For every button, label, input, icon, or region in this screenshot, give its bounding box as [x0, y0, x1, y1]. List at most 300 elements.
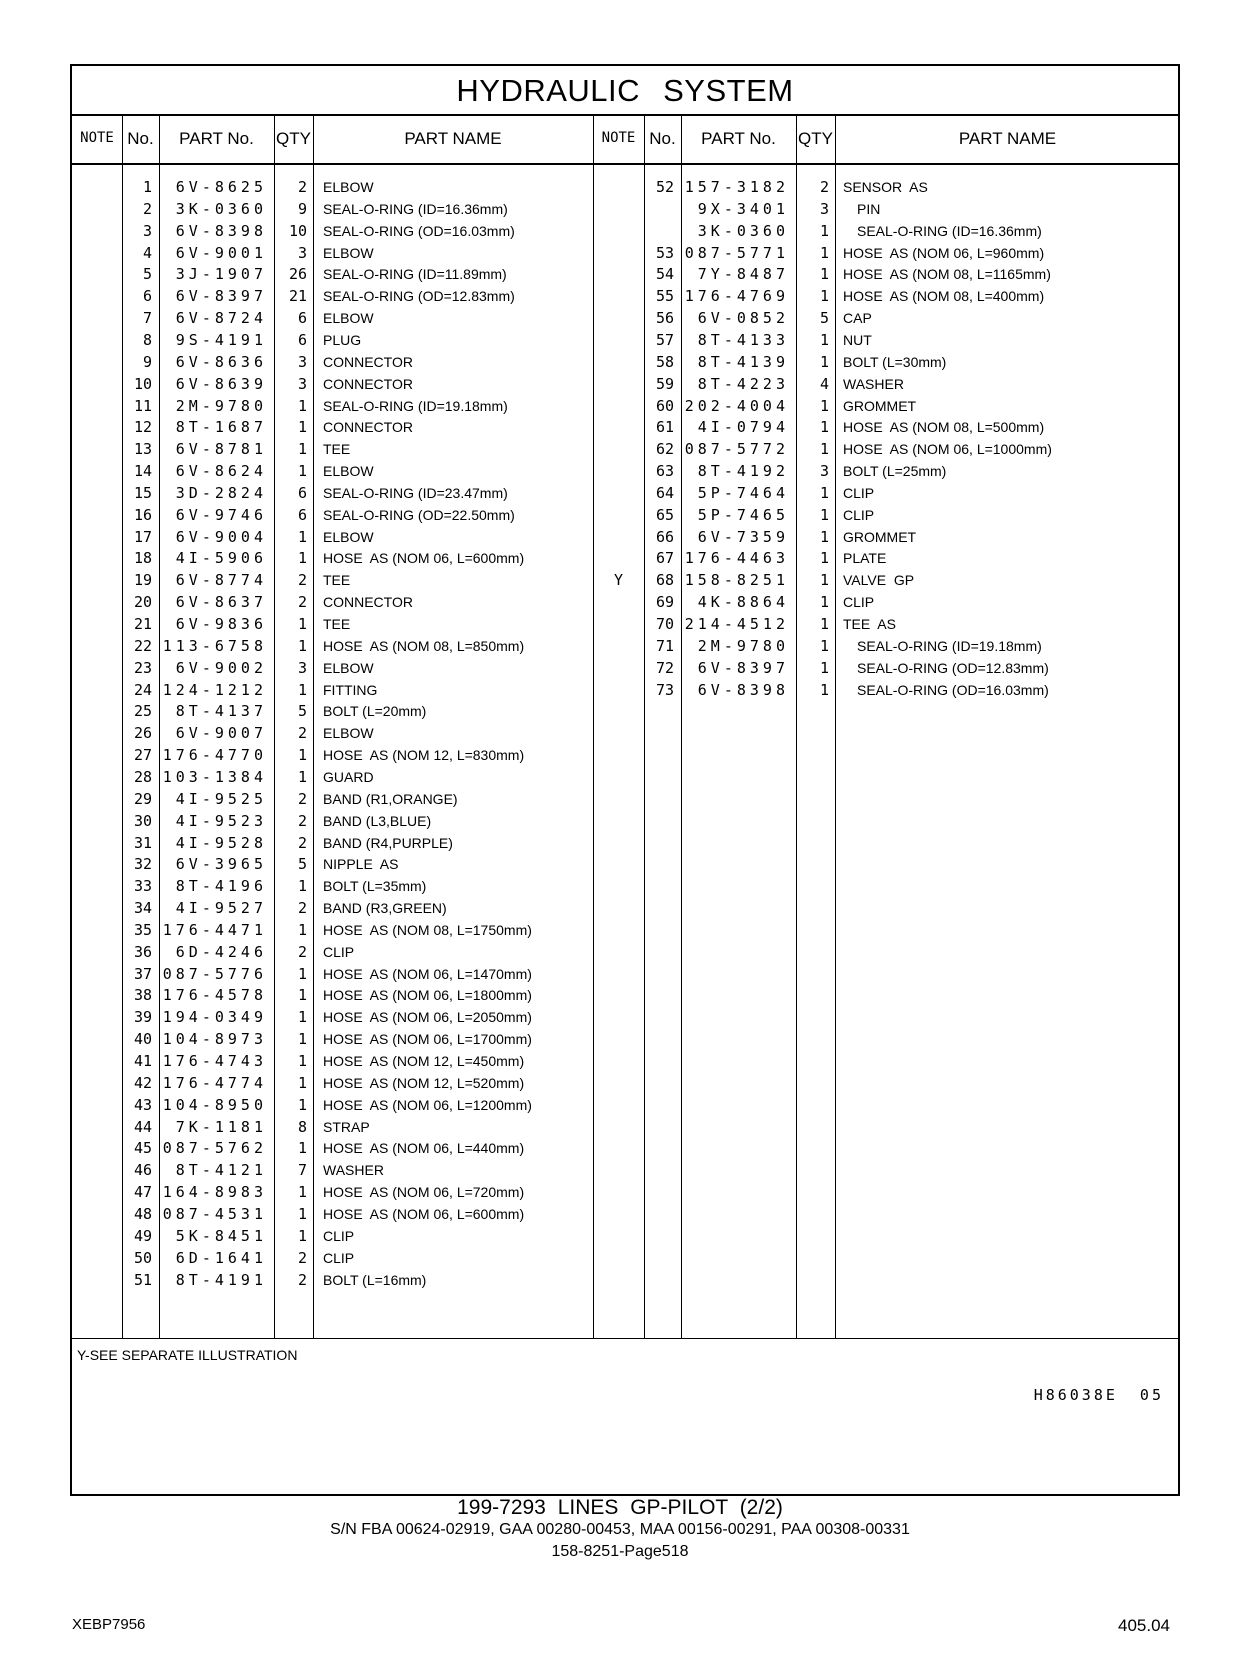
table-row: [72, 1159, 1178, 1182]
part-name: VALVE GP: [843, 572, 915, 589]
part-name: SEAL-O-RING (ID=16.36mm): [323, 200, 508, 217]
item-number: 41: [133, 1052, 152, 1070]
part-name: HOSE AS (NOM 12, L=830mm): [323, 747, 525, 764]
page-number: 405.04: [1118, 1616, 1170, 1635]
table-row: [72, 285, 1178, 308]
note-mark: [593, 526, 644, 549]
part-name: BAND (L3,BLUE): [323, 812, 432, 829]
part-number: 164-8983: [162, 1183, 267, 1202]
item-number: 17: [133, 527, 152, 546]
quantity: 1: [297, 636, 307, 655]
part-number: 6V-9001: [175, 243, 267, 262]
quantity: 2: [297, 571, 307, 590]
quantity: 3: [819, 199, 829, 218]
part-name: CONNECTOR: [323, 594, 413, 611]
part-name: SEAL-O-RING (OD=12.83mm): [857, 659, 1049, 676]
quantity: 1: [819, 440, 829, 459]
part-number: 3D-2824: [175, 483, 267, 502]
quantity: 1: [297, 767, 307, 786]
part-name: WASHER: [843, 375, 904, 392]
note-mark: [593, 329, 644, 352]
quantity: 5: [819, 309, 829, 328]
part-number: 5P-7465: [697, 505, 789, 524]
quantity: 1: [297, 1030, 307, 1049]
quantity: 7: [297, 1161, 307, 1180]
table-row: [72, 1006, 1178, 1029]
part-name: BAND (R3,GREEN): [323, 900, 447, 917]
table-row: [72, 1116, 1178, 1139]
part-name: HOSE AS (NOM 12, L=450mm): [323, 1053, 525, 1069]
part-number: 176-4743: [162, 1052, 267, 1070]
part-number: 176-4463: [684, 549, 789, 568]
part-name: SEAL-O-RING (ID=16.36mm): [857, 222, 1042, 239]
item-number: 73: [655, 680, 674, 699]
part-name: GROMMET: [843, 528, 917, 545]
header-part-no-2: PART No.: [701, 129, 776, 148]
header-qty-2: QTY: [798, 129, 833, 148]
part-name: ELBOW: [323, 725, 374, 742]
quantity: 1: [819, 396, 829, 415]
quantity: 1: [297, 1073, 307, 1092]
table-row: [72, 832, 1178, 855]
part-number: 6D-1641: [175, 1248, 267, 1267]
table-row: [72, 788, 1178, 811]
item-number: 5: [142, 265, 152, 284]
table-row: [72, 679, 1178, 702]
item-number: [644, 220, 674, 243]
table-row: [72, 504, 1178, 527]
item-number: 60: [655, 396, 674, 415]
part-number: 7K-1181: [175, 1117, 267, 1136]
note-mark: [593, 547, 644, 570]
part-number: 176-4471: [162, 920, 267, 939]
part-number: 087-5771: [684, 243, 789, 262]
part-number: 8T-4133: [697, 330, 789, 349]
part-number: 6V-9746: [175, 505, 267, 524]
part-number: 4I-9525: [175, 789, 267, 808]
item-number: 18: [133, 549, 152, 568]
part-number: 6D-4246: [175, 942, 267, 961]
quantity: 2: [297, 899, 307, 918]
table-row: [72, 351, 1178, 374]
quantity: 1: [819, 330, 829, 349]
table-row: [72, 875, 1178, 898]
table-row: [72, 1181, 1178, 1204]
table-row: [72, 635, 1178, 658]
part-name: CAP: [843, 310, 872, 327]
part-name: HOSE AS (NOM 06, L=1700mm): [323, 1031, 532, 1048]
quantity: 1: [297, 418, 307, 437]
item-number: 10: [133, 374, 152, 393]
part-number: 176-4770: [162, 746, 267, 765]
note-mark: [593, 395, 644, 418]
quantity: 21: [288, 287, 307, 306]
item-number: 71: [655, 636, 674, 655]
table-row: [72, 897, 1178, 920]
part-name: ELBOW: [323, 244, 374, 261]
part-number: 158-8251: [684, 571, 789, 590]
table-row: [72, 438, 1178, 461]
item-number: 3: [142, 221, 152, 240]
quantity: 1: [297, 1226, 307, 1245]
table-row: [72, 766, 1178, 789]
quantity: 1: [819, 593, 829, 612]
part-name: FITTING: [323, 681, 378, 698]
quantity: 6: [297, 505, 307, 524]
note-mark: [593, 307, 644, 330]
table-row: [72, 329, 1178, 352]
quantity: 1: [297, 1204, 307, 1223]
item-number: 56: [655, 309, 674, 328]
quantity: 1: [297, 877, 307, 896]
part-number: 104-8973: [162, 1030, 267, 1049]
part-number: 6V-9002: [175, 658, 267, 677]
part-name: ELBOW: [323, 463, 374, 480]
item-number: 49: [133, 1226, 152, 1245]
header-part-no: PART No.: [179, 129, 254, 148]
quantity: 10: [288, 221, 307, 240]
table-row: [72, 1203, 1178, 1226]
table-row: [72, 810, 1178, 833]
part-name: PIN: [857, 200, 881, 217]
part-number: 124-1212: [162, 680, 267, 699]
quantity: 2: [297, 178, 307, 196]
item-number: 70: [655, 615, 674, 633]
item-number: 54: [655, 265, 674, 284]
quantity: 1: [819, 243, 829, 262]
quantity: 1: [297, 440, 307, 459]
part-name: PLUG: [323, 331, 362, 348]
item-number: 48: [133, 1204, 152, 1223]
item-number: 8: [142, 330, 152, 349]
item-number: 32: [133, 855, 152, 874]
part-name: CLIP: [323, 943, 355, 960]
part-name: HOSE AS (NOM 08, L=500mm): [843, 419, 1045, 436]
part-number: 3J-1907: [175, 265, 267, 284]
quantity: 8: [297, 1117, 307, 1136]
part-name: HOSE AS (NOM 06, L=600mm): [323, 550, 525, 567]
item-number: 69: [655, 593, 674, 612]
quantity: 1: [297, 549, 307, 568]
table-row: [72, 1094, 1178, 1117]
part-name: GROMMET: [843, 397, 917, 414]
note-mark: [593, 176, 644, 199]
quantity: 1: [297, 680, 307, 699]
caption-title: 199-7293 LINES GP-PILOT (2/2): [457, 1496, 783, 1519]
note-mark: Y: [613, 571, 624, 590]
item-number: 58: [655, 352, 674, 371]
table-row: [72, 416, 1178, 439]
table-row: [72, 1137, 1178, 1160]
quantity: 6: [297, 309, 307, 328]
header-part-name-2: PART NAME: [958, 129, 1057, 148]
part-name: BAND (R1,ORANGE): [323, 790, 458, 807]
quantity: 1: [819, 287, 829, 306]
part-number: 8T-4191: [175, 1270, 267, 1289]
table-row: [72, 1247, 1178, 1270]
table-row: [72, 963, 1178, 986]
note-mark: [593, 613, 644, 636]
part-number: 3K-0360: [697, 221, 789, 240]
part-name: STRAP: [323, 1118, 370, 1135]
quantity: 1: [297, 964, 307, 983]
part-number: 6V-9836: [175, 615, 267, 633]
item-number: 64: [655, 483, 674, 502]
part-name: BOLT (L=16mm): [323, 1271, 427, 1288]
part-number: 113-6758: [162, 636, 267, 655]
note-mark: [593, 438, 644, 461]
part-number: 9X-3401: [697, 199, 789, 218]
table-row: [72, 613, 1178, 636]
quantity: 3: [297, 658, 307, 677]
part-name: CLIP: [323, 1249, 355, 1266]
part-number: 6V-3965: [175, 855, 267, 874]
part-name: TEE AS: [843, 616, 896, 632]
item-number: 44: [133, 1117, 152, 1136]
item-number: 34: [133, 899, 152, 918]
quantity: 26: [288, 265, 307, 284]
table-row: [72, 1269, 1178, 1292]
item-number: 6: [142, 287, 152, 306]
table-row: [72, 722, 1178, 745]
quantity: 1: [819, 615, 829, 633]
table-row: [72, 220, 1178, 243]
part-number: 087-5776: [162, 964, 267, 983]
part-name: HOSE AS (NOM 06, L=1800mm): [323, 987, 532, 1004]
note-mark: [593, 591, 644, 614]
item-number: 13: [133, 440, 152, 459]
quantity: 2: [297, 942, 307, 961]
table-row: [72, 657, 1178, 680]
quantity: 2: [297, 724, 307, 743]
item-number: 40: [133, 1030, 152, 1049]
quantity: 4: [819, 374, 829, 393]
part-number: 104-8950: [162, 1095, 267, 1114]
quantity: 2: [297, 593, 307, 612]
item-number: 72: [655, 658, 674, 677]
quantity: 2: [819, 178, 829, 196]
header-qty: QTY: [276, 129, 311, 148]
part-name: HOSE AS (NOM 06, L=440mm): [323, 1140, 525, 1157]
part-number: 2M-9780: [697, 636, 789, 655]
part-name: ELBOW: [323, 310, 374, 327]
item-number: 21: [133, 615, 152, 633]
part-number: 6V-8398: [175, 221, 267, 240]
note-mark: [593, 635, 644, 658]
item-number: 47: [133, 1183, 152, 1202]
table-row: [72, 482, 1178, 505]
part-number: 6V-9007: [175, 724, 267, 743]
part-number: 6V-8398: [697, 680, 789, 699]
item-number: 22: [133, 636, 152, 655]
part-name: BOLT (L=20mm): [323, 703, 427, 720]
item-number: 62: [655, 440, 674, 459]
table-row: [72, 395, 1178, 418]
table-row: [72, 307, 1178, 330]
part-number: 176-4774: [162, 1073, 267, 1092]
header-part-name: PART NAME: [404, 129, 502, 148]
part-number: 103-1384: [162, 767, 267, 786]
table-row: [72, 373, 1178, 396]
quantity: 1: [297, 1183, 307, 1202]
part-number: 5K-8451: [175, 1226, 267, 1245]
quantity: 1: [819, 636, 829, 655]
part-number: 4I-0794: [697, 418, 789, 437]
part-number: 6V-0852: [697, 309, 789, 328]
part-number: 8T-4121: [175, 1161, 267, 1180]
header-note: NOTE: [80, 130, 114, 146]
quantity: 3: [297, 352, 307, 371]
part-name: SEAL-O-RING (ID=19.18mm): [857, 637, 1042, 654]
part-name: ELBOW: [323, 528, 374, 545]
part-name: BOLT (L=35mm): [323, 878, 427, 895]
quantity: 1: [819, 680, 829, 699]
item-number: 50: [133, 1248, 152, 1267]
part-name: BOLT (L=30mm): [843, 353, 947, 370]
part-number: 087-5762: [162, 1139, 267, 1158]
item-number: 36: [133, 942, 152, 961]
part-number: 9S-4191: [175, 330, 267, 349]
page-title: HYDRAULIC SYSTEM: [72, 66, 1178, 116]
quantity: 2: [297, 789, 307, 808]
part-number: 4K-8864: [697, 593, 789, 612]
part-name: HOSE AS (NOM 06, L=1200mm): [323, 1096, 532, 1113]
part-number: 6V-8774: [175, 571, 267, 590]
item-number: 4: [142, 243, 152, 262]
quantity: 1: [819, 571, 829, 590]
part-name: BOLT (L=25mm): [843, 463, 947, 480]
part-number: 6V-8397: [175, 287, 267, 306]
item-number: 28: [133, 767, 152, 786]
item-number: 9: [142, 352, 152, 371]
part-name: TEE: [323, 616, 351, 632]
quantity: 2: [297, 833, 307, 852]
part-name: ELBOW: [323, 659, 374, 676]
table-row: [72, 176, 1178, 199]
note-mark: [593, 263, 644, 286]
quantity: 6: [297, 483, 307, 502]
quantity: 1: [819, 265, 829, 284]
part-name: SEAL-O-RING (OD=22.50mm): [323, 506, 515, 523]
item-number: 31: [133, 833, 152, 852]
part-name: HOSE AS (NOM 06, L=1470mm): [323, 965, 532, 982]
part-number: 6V-8636: [175, 352, 267, 371]
header-no-2: No.: [649, 129, 676, 148]
part-number: 194-0349: [162, 1008, 267, 1027]
part-name: HOSE AS (NOM 12, L=520mm): [323, 1074, 525, 1091]
item-number: 57: [655, 330, 674, 349]
quantity: 1: [297, 527, 307, 546]
part-name: GUARD: [323, 768, 374, 785]
footnote: Y-SEE SEPARATE ILLUSTRATION: [77, 1347, 298, 1363]
part-name: SEAL-O-RING (OD=12.83mm): [323, 288, 515, 305]
part-number: 4I-9528: [175, 833, 267, 852]
note-mark: [593, 679, 644, 702]
part-name: WASHER: [323, 1162, 384, 1179]
part-name: BAND (R4,PURPLE): [323, 834, 453, 851]
part-number: 6V-7359: [697, 527, 789, 546]
part-name: HOSE AS (NOM 08, L=1165mm): [843, 266, 1051, 283]
item-number: 55: [655, 287, 674, 306]
table-row: [72, 1072, 1178, 1095]
quantity: 1: [297, 1095, 307, 1114]
item-number: 52: [655, 178, 674, 196]
item-number: 27: [133, 746, 152, 765]
quantity: 1: [819, 527, 829, 546]
quantity: 1: [297, 462, 307, 481]
item-number: 2: [142, 199, 152, 218]
part-number: 6V-8397: [697, 658, 789, 677]
part-name: TEE: [323, 441, 351, 458]
part-name: CONNECTOR: [323, 419, 413, 436]
part-name: NUT: [843, 331, 872, 348]
item-number: [644, 198, 674, 221]
table-row: [72, 526, 1178, 549]
part-number: 176-4578: [162, 986, 267, 1005]
item-number: 68: [655, 571, 674, 590]
part-name: SENSOR AS: [843, 179, 928, 195]
note-mark: [593, 285, 644, 308]
item-number: 46: [133, 1161, 152, 1180]
quantity: 2: [297, 1270, 307, 1289]
note-mark: [593, 242, 644, 265]
quantity: 2: [297, 811, 307, 830]
part-number: 8T-4196: [175, 877, 267, 896]
quantity: 1: [297, 986, 307, 1005]
item-number: 1: [142, 178, 152, 196]
quantity: 5: [297, 702, 307, 721]
quantity: 1: [297, 920, 307, 939]
item-number: 53: [655, 243, 674, 262]
document-id: XEBP7956: [72, 1616, 146, 1633]
part-name: HOSE AS (NOM 06, L=720mm): [323, 1184, 525, 1201]
part-number: 6V-8625: [175, 178, 267, 196]
item-number: 51: [133, 1270, 152, 1289]
part-number: 2M-9780: [175, 396, 267, 415]
part-number: 8T-4137: [175, 702, 267, 721]
item-number: 39: [133, 1008, 152, 1027]
table-row: [72, 460, 1178, 483]
part-number: 8T-4192: [697, 462, 789, 481]
item-number: 42: [133, 1073, 152, 1092]
table-row: [72, 263, 1178, 286]
item-number: 35: [133, 920, 152, 939]
table-row: [72, 941, 1178, 964]
item-number: 45: [133, 1139, 152, 1158]
quantity: 1: [819, 418, 829, 437]
part-name: SEAL-O-RING (ID=11.89mm): [323, 266, 507, 283]
note-mark: [593, 198, 644, 221]
part-name: HOSE AS (NOM 06, L=2050mm): [323, 1009, 532, 1026]
part-number: 8T-1687: [175, 418, 267, 437]
table-row: [72, 853, 1178, 876]
caption-serials: S/N FBA 00624-02919, GAA 00280-00453, MAA 00156-00291, PAA 00308-00331: [330, 1521, 910, 1538]
part-name: HOSE AS (NOM 06, L=1000mm): [843, 441, 1052, 458]
part-name: HOSE AS (NOM 08, L=400mm): [843, 288, 1045, 305]
part-number: 8T-4139: [697, 352, 789, 371]
note-mark: [593, 416, 644, 439]
part-number: 6V-8724: [175, 309, 267, 328]
note-mark: [593, 351, 644, 374]
part-number: 087-4531: [162, 1204, 267, 1223]
part-name: HOSE AS (NOM 06, L=600mm): [323, 1205, 525, 1222]
item-number: 59: [655, 374, 674, 393]
note-mark: [593, 504, 644, 527]
item-number: 11: [133, 396, 152, 415]
note-mark: [593, 373, 644, 396]
part-name: SEAL-O-RING (OD=16.03mm): [857, 681, 1049, 698]
note-mark: [593, 460, 644, 483]
